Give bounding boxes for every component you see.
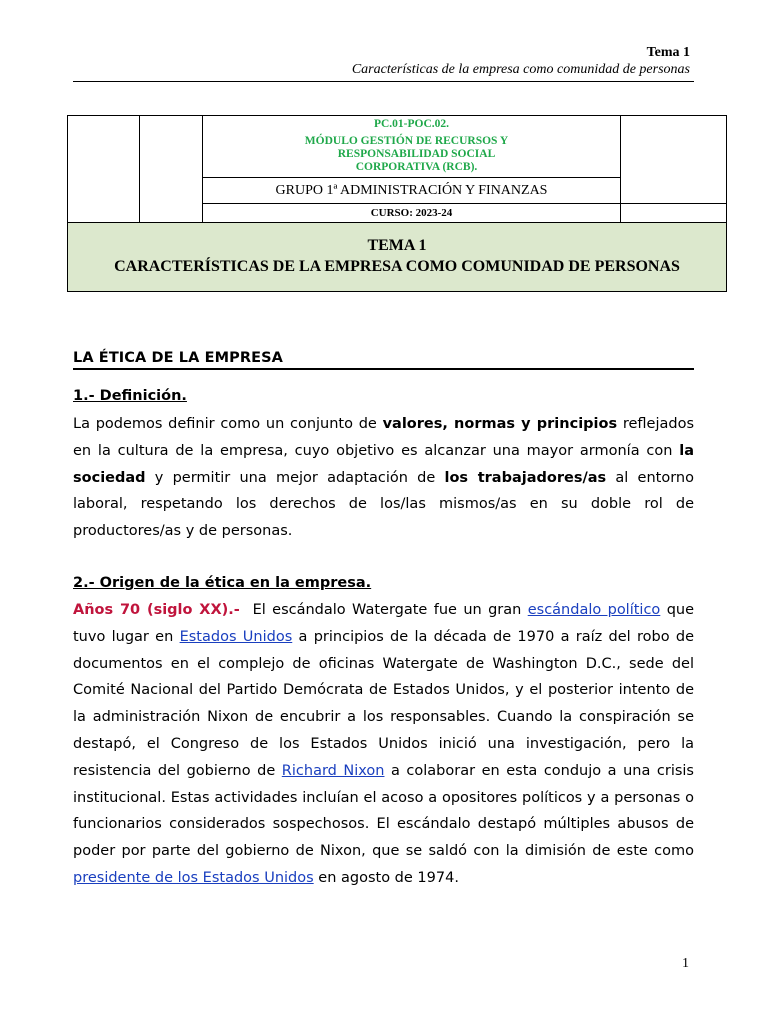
tema-banner: [68, 223, 727, 292]
link-estados-unidos[interactable]: Estados Unidos: [179, 628, 293, 645]
p1-bold-sociedad: la sociedad: [73, 442, 694, 486]
paragraph-origen: [73, 597, 694, 892]
p1-text-a: La podemos definir como un conjunto de: [73, 416, 383, 432]
link-escandalo-politico[interactable]: escándalo político: [527, 602, 661, 618]
years-label: Años 70 (siglo XX).-: [73, 602, 240, 618]
p1-text-c: reflejados en la cultura de la empresa, cuyo objetivo es alcanzar una mayor armonía con: [73, 416, 694, 459]
module-cell: [203, 116, 621, 178]
p2-text-a: El escándalo Watergate fue un gran: [239, 602, 528, 618]
p1-bold-valores: valores, normas y principios: [382, 416, 618, 432]
subsection-definicion: 1.- Definición.: [73, 388, 187, 404]
p1-text-e: y permitir una mejor adaptación de: [145, 469, 445, 486]
blank-cell-1: [68, 116, 140, 223]
module-line-2: RESPONSABILIDAD SOCIAL: [337, 148, 496, 160]
tema-subtitle: CARACTERÍSTICAS DE LA EMPRESA COMO COMUNIDAD DE PERSONAS: [114, 258, 680, 275]
header-subtitle: Características de la empresa como comunidad de personas: [351, 62, 690, 77]
p2-text-c: a principios de la década de 1970 a raíz del robo de documentos en el complejo de oficinas Watergate de Washington D.C., sede del Comité Nacional del Partido Demócrata de Estados Unidos, y el posterior intento de la administración Nixon de encubrir a los responsables. Cuando la conspiración se destapó, el Congreso de los Estados Unidos inició una investigación, pero la resistencia del gobierno de: [73, 628, 694, 779]
header-tema: Tema 1: [646, 45, 690, 60]
blank-cell-2: [140, 116, 203, 223]
link-presidente[interactable]: presidente de los Estados Unidos: [73, 869, 314, 886]
module-code: PC.01-POC.02.: [373, 118, 450, 130]
subsection-origen: 2.- Origen de la ética en la empresa.: [73, 575, 372, 591]
module-line-1: MÓDULO GESTIÓN DE RECURSOS Y: [304, 135, 509, 147]
p1-text-g: al entorno laboral, respetando los derechos de los/las mismos/as en su doble rol de productores/as y de personas.: [73, 469, 694, 540]
p1-bold-trabajadores: los trabajadores/as: [444, 469, 607, 486]
paragraph-definicion: [73, 411, 694, 545]
p2-text-b: que tuvo lugar en: [73, 602, 695, 645]
tema-title: TEMA 1: [367, 237, 427, 254]
p2-text-d: a colaborar en esta condujo a una crisis institucional. Estas actividades incluían el acoso a opositores políticos y a personas o funcionarios considerados sospechosos. El escándalo destapó múltiples abusos de poder por parte del gobierno de Nixon, que se saldó con la dimisión de este como: [73, 762, 694, 860]
group-label: GRUPO 1ª ADMINISTRACIÓN Y FINANZAS: [275, 182, 548, 198]
module-line-3: CORPORATIVA (RCB).: [355, 161, 478, 173]
page-number: 1: [682, 956, 689, 971]
link-richard-nixon[interactable]: Richard Nixon: [281, 762, 385, 779]
p2-text-e: en agosto de 1974.: [313, 869, 459, 886]
curso-cell: [203, 204, 621, 223]
curso-label: CURSO: 2023-24: [370, 207, 453, 219]
blank-cell-3: [621, 116, 727, 204]
module-info-table: [67, 115, 727, 292]
blank-cell-4: [621, 204, 727, 223]
section-title: LA ÉTICA DE LA EMPRESA: [73, 350, 694, 370]
group-cell: [203, 178, 621, 204]
page-header: [73, 44, 694, 82]
